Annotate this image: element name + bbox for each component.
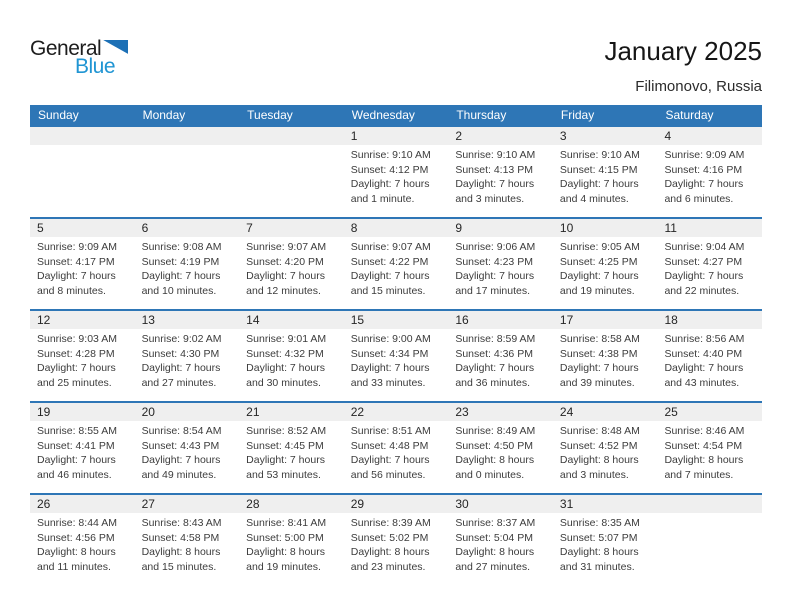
daylight-text-line2: and 53 minutes. [246, 468, 321, 481]
sunrise-text: Sunrise: 8:54 AM [141, 425, 222, 437]
sunrise-text: Sunrise: 8:51 AM [350, 425, 431, 437]
daylight-text-line2: and 23 minutes. [350, 560, 426, 573]
day-details [344, 329, 449, 390]
day-details [239, 329, 344, 390]
sunset-text: Sunset: 4:36 PM [455, 347, 533, 360]
daylight-text-line2: and 8 minutes. [37, 284, 106, 297]
daylight-text-line1: Daylight: 7 hours [37, 454, 116, 466]
day-cell-22 [344, 403, 449, 493]
daylight-text-line2: and 36 minutes. [455, 376, 531, 389]
weekday-header-saturday: Saturday [665, 108, 714, 122]
daylight-text-line2: and 3 minutes. [559, 468, 629, 481]
daylight-text-line1: Daylight: 8 hours [559, 546, 639, 558]
day-cell-12 [30, 311, 135, 401]
sunset-text: Sunset: 4:25 PM [559, 255, 638, 268]
day-details [448, 237, 553, 298]
sunrise-text: Sunrise: 8:35 AM [559, 517, 640, 529]
weeks-container [30, 125, 762, 585]
daylight-text-line2: and 30 minutes. [246, 376, 321, 389]
sunrise-text: Sunrise: 9:06 AM [455, 241, 536, 253]
day-details [30, 513, 135, 574]
day-cell-18 [657, 311, 762, 401]
day-number: 17 [553, 311, 658, 329]
daylight-text-line2: and 19 minutes. [559, 284, 635, 297]
sunset-text: Sunset: 4:48 PM [350, 439, 429, 452]
day-number [30, 127, 135, 145]
sunrise-text: Sunrise: 9:10 AM [350, 149, 431, 161]
sunrise-text: Sunrise: 9:08 AM [141, 241, 222, 253]
day-number: 30 [448, 495, 553, 513]
sunrise-text: Sunrise: 9:00 AM [350, 333, 431, 345]
sunset-text: Sunset: 4:13 PM [455, 163, 533, 176]
week-row [30, 125, 762, 217]
day-cell-15 [344, 311, 449, 401]
sunset-text: Sunset: 5:00 PM [246, 531, 324, 544]
sunset-text: Sunset: 4:58 PM [141, 531, 220, 544]
sunset-text: Sunset: 5:07 PM [559, 531, 638, 544]
day-cell-30 [448, 495, 553, 585]
day-number: 21 [239, 403, 344, 421]
sunrise-text: Sunrise: 8:49 AM [455, 425, 536, 437]
day-number: 2 [448, 127, 553, 145]
daylight-text-line1: Daylight: 8 hours [455, 454, 535, 466]
day-number: 18 [657, 311, 762, 329]
day-number: 29 [344, 495, 449, 513]
daylight-text-line2: and 15 minutes. [350, 284, 426, 297]
sunset-text: Sunset: 4:27 PM [664, 255, 743, 268]
sunset-text: Sunset: 4:12 PM [350, 163, 429, 176]
daylight-text-line2: and 0 minutes. [455, 468, 525, 481]
daylight-text-line1: Daylight: 8 hours [37, 546, 116, 558]
daylight-text-line2: and 43 minutes. [664, 376, 740, 389]
sunset-text: Sunset: 4:15 PM [559, 163, 638, 176]
day-details [553, 237, 658, 298]
daylight-text-line1: Daylight: 8 hours [559, 454, 639, 466]
day-cell-6 [135, 219, 240, 309]
daylight-text-line2: and 11 minutes. [37, 560, 111, 573]
logo-text-general: General [30, 37, 102, 60]
day-number: 31 [553, 495, 658, 513]
weekday-header-tuesday: Tuesday [247, 108, 293, 122]
day-cell-13 [135, 311, 240, 401]
daylight-text-line1: Daylight: 7 hours [350, 362, 430, 374]
day-cell-23 [448, 403, 553, 493]
daylight-text-line2: and 15 minutes. [141, 560, 217, 573]
day-details [448, 513, 553, 574]
daylight-text-line1: Daylight: 7 hours [664, 178, 744, 190]
sunrise-text: Sunrise: 9:01 AM [246, 333, 327, 345]
daylight-text-line2: and 46 minutes. [37, 468, 112, 481]
daylight-text-line1: Daylight: 7 hours [141, 454, 221, 466]
day-details [344, 421, 449, 482]
weekday-header-row [30, 105, 762, 125]
day-number: 10 [553, 219, 658, 237]
sunset-text: Sunset: 4:40 PM [664, 347, 743, 360]
day-number: 16 [448, 311, 553, 329]
sunset-text: Sunset: 4:16 PM [664, 163, 743, 176]
day-cell-26 [30, 495, 135, 585]
daylight-text-line1: Daylight: 7 hours [246, 362, 325, 374]
daylight-text-line2: and 31 minutes. [559, 560, 635, 573]
day-cell-14 [239, 311, 344, 401]
daylight-text-line2: and 27 minutes. [141, 376, 217, 389]
sunrise-text: Sunrise: 8:58 AM [559, 333, 640, 345]
day-details [657, 421, 762, 482]
sunset-text: Sunset: 4:41 PM [37, 439, 115, 452]
daylight-text-line2: and 6 minutes. [664, 192, 734, 205]
day-number: 8 [344, 219, 449, 237]
day-cell-19 [30, 403, 135, 493]
day-cell-9 [448, 219, 553, 309]
sunset-text: Sunset: 5:02 PM [350, 531, 429, 544]
sunrise-text: Sunrise: 9:09 AM [664, 149, 745, 161]
day-number: 25 [657, 403, 762, 421]
day-details [135, 421, 240, 482]
logo-triangle-icon [103, 40, 128, 54]
day-number: 9 [448, 219, 553, 237]
sunset-text: Sunset: 4:22 PM [350, 255, 429, 268]
sunrise-text: Sunrise: 8:44 AM [37, 517, 117, 529]
calendar-grid [30, 105, 762, 585]
day-details [553, 421, 658, 482]
sunrise-text: Sunrise: 9:05 AM [559, 241, 640, 253]
day-number: 14 [239, 311, 344, 329]
day-cell-24 [553, 403, 658, 493]
day-details [344, 145, 449, 206]
sunrise-text: Sunrise: 8:48 AM [559, 425, 640, 437]
daylight-text-line1: Daylight: 7 hours [559, 270, 639, 282]
day-number: 11 [657, 219, 762, 237]
sunrise-text: Sunrise: 9:02 AM [141, 333, 222, 345]
day-cell-17 [553, 311, 658, 401]
day-details [239, 513, 344, 574]
day-number [135, 127, 240, 145]
day-cell-8 [344, 219, 449, 309]
sunset-text: Sunset: 5:04 PM [455, 531, 533, 544]
week-row [30, 217, 762, 309]
day-details [30, 421, 135, 482]
sunrise-text: Sunrise: 9:04 AM [664, 241, 745, 253]
daylight-text-line2: and 49 minutes. [141, 468, 217, 481]
sunset-text: Sunset: 4:30 PM [141, 347, 220, 360]
daylight-text-line1: Daylight: 7 hours [559, 178, 639, 190]
sunset-text: Sunset: 4:38 PM [559, 347, 638, 360]
day-details [448, 145, 553, 206]
daylight-text-line1: Daylight: 7 hours [559, 362, 639, 374]
daylight-text-line1: Daylight: 7 hours [246, 454, 325, 466]
sunrise-text: Sunrise: 8:52 AM [246, 425, 327, 437]
sunrise-text: Sunrise: 8:43 AM [141, 517, 222, 529]
daylight-text-line2: and 56 minutes. [350, 468, 426, 481]
sunrise-text: Sunrise: 8:56 AM [664, 333, 745, 345]
daylight-text-line1: Daylight: 7 hours [350, 454, 430, 466]
week-row [30, 309, 762, 401]
daylight-text-line1: Daylight: 7 hours [37, 362, 116, 374]
day-cell-11 [657, 219, 762, 309]
day-details [553, 145, 658, 206]
day-cell-4 [657, 127, 762, 217]
sunrise-text: Sunrise: 9:07 AM [246, 241, 327, 253]
daylight-text-line1: Daylight: 7 hours [141, 362, 221, 374]
daylight-text-line1: Daylight: 8 hours [455, 546, 535, 558]
daylight-text-line2: and 33 minutes. [350, 376, 426, 389]
day-cell-10 [553, 219, 658, 309]
sunset-text: Sunset: 4:50 PM [455, 439, 533, 452]
daylight-text-line2: and 1 minute. [350, 192, 415, 205]
location-subtitle: Filimonovo, Russia [635, 78, 762, 95]
day-details [239, 237, 344, 298]
daylight-text-line2: and 7 minutes. [664, 468, 734, 481]
sunrise-text: Sunrise: 9:09 AM [37, 241, 117, 253]
day-number: 5 [30, 219, 135, 237]
daylight-text-line2: and 19 minutes. [246, 560, 321, 573]
sunset-text: Sunset: 4:54 PM [664, 439, 743, 452]
day-cell-empty [239, 127, 344, 217]
daylight-text-line2: and 25 minutes. [37, 376, 112, 389]
day-details [448, 421, 553, 482]
daylight-text-line1: Daylight: 8 hours [141, 546, 221, 558]
day-cell-25 [657, 403, 762, 493]
day-details [135, 513, 240, 574]
weekday-header-wednesday: Wednesday [351, 108, 415, 122]
day-number: 28 [239, 495, 344, 513]
sunset-text: Sunset: 4:20 PM [246, 255, 324, 268]
day-cell-3 [553, 127, 658, 217]
day-cell-31 [553, 495, 658, 585]
daylight-text-line2: and 12 minutes. [246, 284, 321, 297]
day-number: 6 [135, 219, 240, 237]
day-number: 27 [135, 495, 240, 513]
day-details [30, 329, 135, 390]
day-cell-empty [657, 495, 762, 585]
daylight-text-line1: Daylight: 7 hours [141, 270, 221, 282]
day-number: 20 [135, 403, 240, 421]
day-number: 7 [239, 219, 344, 237]
daylight-text-line1: Daylight: 7 hours [664, 362, 744, 374]
day-number [657, 495, 762, 513]
day-details [553, 513, 658, 574]
sunrise-text: Sunrise: 9:10 AM [455, 149, 536, 161]
sunrise-text: Sunrise: 8:37 AM [455, 517, 536, 529]
sunset-text: Sunset: 4:19 PM [141, 255, 220, 268]
daylight-text-line1: Daylight: 7 hours [350, 178, 430, 190]
sunset-text: Sunset: 4:56 PM [37, 531, 115, 544]
day-number: 23 [448, 403, 553, 421]
sunrise-text: Sunrise: 8:46 AM [664, 425, 745, 437]
sunset-text: Sunset: 4:34 PM [350, 347, 429, 360]
daylight-text-line1: Daylight: 7 hours [246, 270, 325, 282]
day-details [657, 329, 762, 390]
sunrise-text: Sunrise: 8:41 AM [246, 517, 327, 529]
sunrise-text: Sunrise: 8:59 AM [455, 333, 536, 345]
daylight-text-line1: Daylight: 7 hours [350, 270, 430, 282]
day-number: 24 [553, 403, 658, 421]
daylight-text-line2: and 10 minutes. [141, 284, 217, 297]
day-details [135, 237, 240, 298]
daylight-text-line2: and 3 minutes. [455, 192, 525, 205]
day-cell-1 [344, 127, 449, 217]
day-number: 15 [344, 311, 449, 329]
sunrise-text: Sunrise: 8:55 AM [37, 425, 117, 437]
day-number: 3 [553, 127, 658, 145]
sunset-text: Sunset: 4:43 PM [141, 439, 220, 452]
daylight-text-line1: Daylight: 7 hours [664, 270, 744, 282]
general-blue-logo [30, 38, 150, 76]
sunset-text: Sunset: 4:52 PM [559, 439, 638, 452]
day-number: 1 [344, 127, 449, 145]
sunset-text: Sunset: 4:23 PM [455, 255, 533, 268]
day-number: 13 [135, 311, 240, 329]
title-block [604, 36, 762, 95]
day-cell-empty [30, 127, 135, 217]
day-cell-27 [135, 495, 240, 585]
day-cell-28 [239, 495, 344, 585]
daylight-text-line1: Daylight: 7 hours [455, 362, 535, 374]
daylight-text-line1: Daylight: 8 hours [664, 454, 744, 466]
day-number: 26 [30, 495, 135, 513]
day-cell-20 [135, 403, 240, 493]
sunset-text: Sunset: 4:28 PM [37, 347, 115, 360]
day-cell-2 [448, 127, 553, 217]
day-details [657, 145, 762, 206]
daylight-text-line1: Daylight: 7 hours [455, 270, 535, 282]
day-details [135, 329, 240, 390]
sunrise-text: Sunrise: 9:03 AM [37, 333, 117, 345]
daylight-text-line1: Daylight: 7 hours [37, 270, 116, 282]
sunset-text: Sunset: 4:32 PM [246, 347, 324, 360]
daylight-text-line1: Daylight: 8 hours [350, 546, 430, 558]
daylight-text-line2: and 22 minutes. [664, 284, 740, 297]
weekday-header-thursday: Thursday [456, 108, 507, 122]
daylight-text-line2: and 39 minutes. [559, 376, 635, 389]
sunrise-text: Sunrise: 9:07 AM [350, 241, 431, 253]
day-cell-21 [239, 403, 344, 493]
sunrise-text: Sunrise: 9:10 AM [559, 149, 640, 161]
day-number [239, 127, 344, 145]
weekday-header-friday: Friday [560, 108, 595, 122]
day-details [344, 237, 449, 298]
week-row [30, 401, 762, 493]
day-details [448, 329, 553, 390]
day-cell-empty [135, 127, 240, 217]
day-cell-5 [30, 219, 135, 309]
day-cell-29 [344, 495, 449, 585]
weekday-header-monday: Monday [142, 108, 186, 122]
day-number: 4 [657, 127, 762, 145]
daylight-text-line2: and 27 minutes. [455, 560, 531, 573]
sunset-text: Sunset: 4:17 PM [37, 255, 115, 268]
logo-text-blue: Blue [75, 55, 116, 78]
month-title: January 2025 [604, 36, 762, 66]
day-number: 12 [30, 311, 135, 329]
daylight-text-line1: Daylight: 7 hours [455, 178, 535, 190]
sunset-text: Sunset: 4:45 PM [246, 439, 324, 452]
day-details [239, 421, 344, 482]
day-details [344, 513, 449, 574]
sunrise-text: Sunrise: 8:39 AM [350, 517, 431, 529]
week-row [30, 493, 762, 585]
weekday-header-sunday: Sunday [38, 108, 79, 122]
day-details [657, 237, 762, 298]
daylight-text-line2: and 17 minutes. [455, 284, 531, 297]
day-details [30, 237, 135, 298]
daylight-text-line1: Daylight: 8 hours [246, 546, 325, 558]
daylight-text-line2: and 4 minutes. [559, 192, 629, 205]
day-cell-7 [239, 219, 344, 309]
day-number: 19 [30, 403, 135, 421]
day-number: 22 [344, 403, 449, 421]
day-details [553, 329, 658, 390]
day-cell-16 [448, 311, 553, 401]
